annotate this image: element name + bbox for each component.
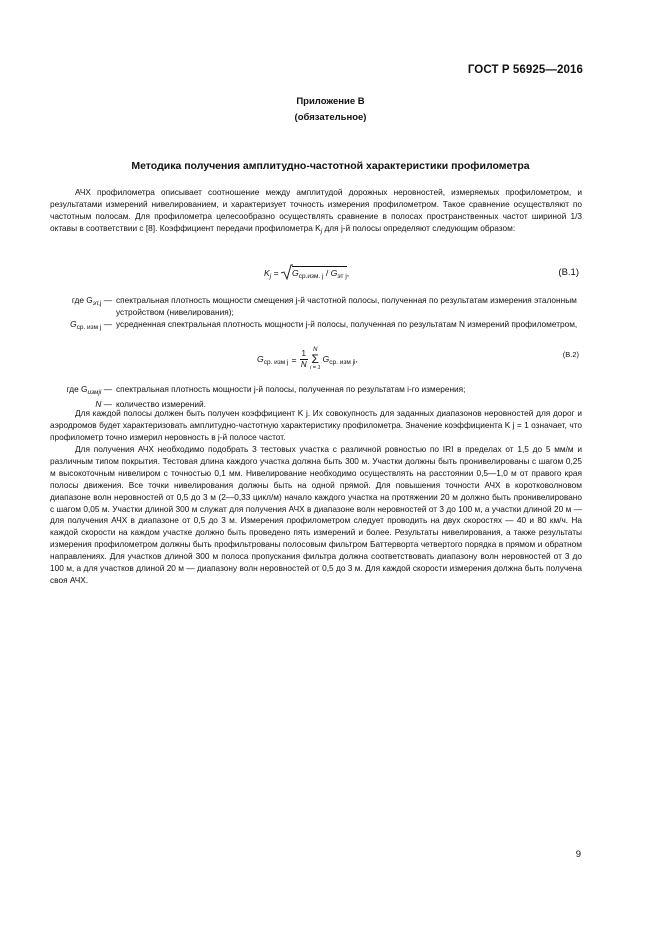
- def-term-text: где G: [66, 384, 88, 394]
- def-dash: —: [103, 295, 112, 305]
- equation-number-b2: (В.2): [562, 350, 579, 359]
- formula-b1-tail: ,: [346, 268, 350, 278]
- definition-term: [50, 384, 116, 399]
- formula-b2-lhs-sub: ср. изм j: [263, 358, 289, 366]
- def-term-text: где G: [71, 295, 93, 305]
- annex-title: Приложение В: [296, 96, 365, 107]
- def-term-sub: измji: [87, 389, 102, 396]
- def-term-sub: ср. изм j: [76, 323, 102, 331]
- formula-b2-sum-top: N: [313, 347, 318, 353]
- paragraph-1-sub: j: [320, 227, 323, 235]
- formula-b1-num: G: [292, 268, 299, 278]
- formula-b2-lhs: G: [257, 353, 264, 364]
- paragraph-1-text: АЧХ профилометра описывает соотношение между амплитудой дорожных неровностей, измеряемых профилометром, и результатами измерений нивелированием, и характеризует точность измерения профилометром. Такое сравнение осуществляют по частотным полосам. Для профилометра целесообразно осуществлять сравнение в полосах пространственных частот шириной 1/3 октавы в соответствии с [8]. Коэффициент передачи профилометра K: [50, 187, 582, 233]
- def-term-sub: эт,j: [92, 300, 102, 307]
- formula-b2-frac-num: 1: [301, 349, 306, 358]
- page-number: 9: [575, 849, 581, 860]
- formula-b1-radicand: $G_{ср.изм. j} / G_{эт j}$: [292, 268, 347, 280]
- formula-b2-eq: =: [291, 354, 297, 365]
- formula-b1-lhs: K: [264, 268, 270, 278]
- definition-term: [50, 319, 116, 334]
- def-dash: —: [103, 318, 112, 329]
- paragraph-1: [50, 187, 582, 238]
- definition-text: количество измерений.: [116, 398, 206, 409]
- formula-b1-num-sub: ср.изм. j: [298, 273, 324, 280]
- formula-b1-eq: =: [273, 268, 279, 278]
- formula-b1-den: G: [330, 268, 338, 278]
- definition-row: [50, 319, 582, 334]
- definition-text: спектральная плотность мощности j-й полосы, полученная по результатам i-го измерения;: [116, 384, 466, 394]
- definition-row: [50, 295, 582, 319]
- def-dash: —: [103, 384, 112, 394]
- formula-b2: [257, 347, 358, 372]
- sigma-icon: Σ: [311, 352, 319, 366]
- definitions-2: [50, 384, 582, 411]
- section-title: Методика получения амплитудно-частотной характеристики профилометра: [131, 160, 530, 172]
- annex-status: (обязательное): [294, 112, 367, 123]
- equation-number-b1: (В.1): [558, 267, 579, 278]
- paragraph-1-tail: для j-й полосы определяют следующим образом:: [322, 222, 516, 233]
- formula-b2-tail: ,: [355, 353, 358, 364]
- definition-row: [50, 384, 582, 399]
- formula-b2-rhs-sub: ср. изм ji: [329, 358, 356, 366]
- formula-b2-frac-den: N: [300, 360, 307, 369]
- definition-text: спектральная плотность мощности смещения j-й частотной полосы, полученная по результатам измерения эталонным устройством (нивелирования);: [116, 295, 577, 317]
- def-term-text: G: [70, 318, 77, 329]
- formula-b2-rhs: G: [322, 353, 330, 364]
- def-term-text: N: [95, 398, 102, 409]
- formula-b2-fraction: [300, 349, 308, 370]
- paragraph-2: Для каждой полосы должен быть получен коэффициент K j. Их совокупность для заданных диапазонов неровностей для дорог и аэродромов будет характеризовать амплитудно-частотную характеристику профилометра. Значение коэффициента K j = 1 означает, что профилометр точно измерил неровность в j-й полосе частот.: [50, 408, 582, 442]
- formula-b1: [264, 264, 349, 280]
- standard-header: ГОСТ Р 56925—2016: [467, 64, 583, 76]
- definition-text: усредненная спектральная плотность мощности j-й полосы, полученная по результатам N измерений профилометром,: [116, 318, 578, 329]
- def-dash: —: [103, 398, 112, 409]
- paragraph-3: Для получения АЧХ необходимо подобрать 3 тестовых участка с различной ровностью по IRI в пределах от 1,5 до 5 мм/м и различным типом покрытия. Тестовая длина каждого участка должна быть 300 м. Участки должны быть пронивелированы с шагом 0,25 м высокоточным нивелиром с точностью 0,1 мм. Нивелирование необходимо осуществлять на расстоянии 0,5—1,0 м от правого края полосы движения. Все точки нивелирования должны быть на одной прямой. Для повышения точности АЧХ в коротковолновом диапазоне волн неровностей от 0,5 до 3 м (2—0,33 цикл/м) начало каждого участка на протяжении 20 м должно быть пронивелировано с шагом 0,05 м. Участки длиной 300 м служат для получения АЧХ в диапазоне волн неровностей от 3 до 100 м, а участки длиной 20 м — для получения АЧХ в диапазоне от 0,5 до 3 м. Измерения профилометром следует проводить на двух скоростях — 40 и 80 км/ч. На каждой скорости на каждом участке должно быть проведено пять измерений и более. Результаты нивелирования, а также результаты измерения профилометром должны быть профильтрованы полосовым фильтром Баттерворта четвертого порядка в прямом и обратном направлениях. Для участков длиной 300 м полоса пропускания фильтра должна соответствовать диапазону волн неровностей от 3 до 100 м, а для участков длиной 20 м — диапазону волн неровностей от 0,5 до 3 м. Для каждой скорости измерения должна быть получена своя АЧХ.: [50, 444, 582, 585]
- definitions-1: [50, 295, 582, 334]
- definition-term: [50, 295, 116, 319]
- formula-b2-sum: [310, 347, 321, 372]
- formula-b2-sum-bottom: i = 1: [309, 365, 321, 371]
- formula-b1-lhs-sub: j: [269, 273, 272, 280]
- formula-b1-den-sub: эт j: [337, 273, 347, 280]
